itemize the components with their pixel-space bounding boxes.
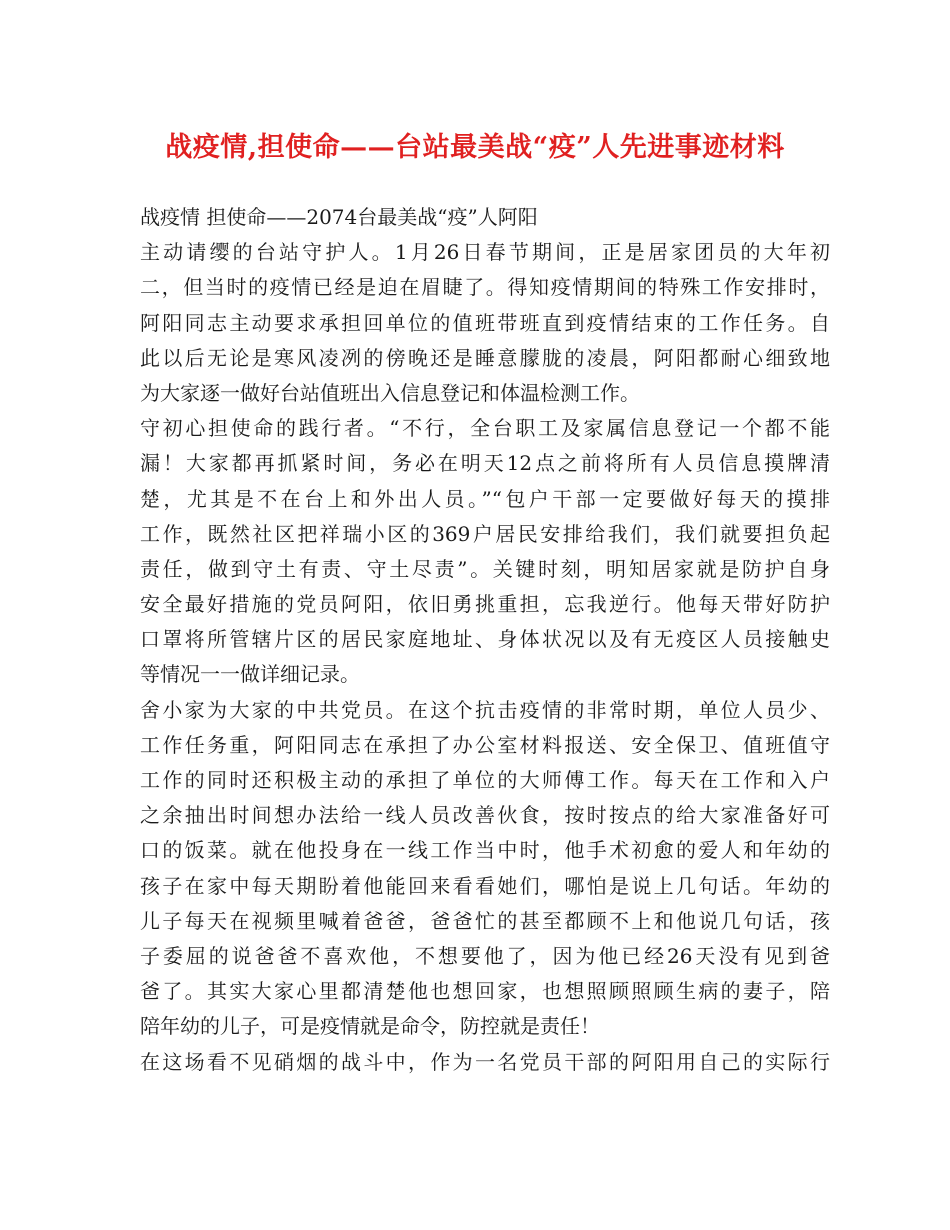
- body-line: 在这场看不见硝烟的战斗中，作为一名党员干部的阿阳用自己的实际行: [140, 1049, 830, 1074]
- body-line: 子委屈的说爸爸不喜欢他，不想要他了，因为他已经26天没有见到爸: [140, 943, 830, 968]
- body-line: 舍小家为大家的中共党员。在这个抗击疫情的非常时期，单位人员少、: [140, 697, 830, 722]
- body-line: 口罩将所管辖片区的居民家庭地址、身体状况以及有无疫区人员接触史: [140, 627, 830, 652]
- body-line: 此以后无论是寒风凌冽的傍晚还是睡意朦胧的凌晨，阿阳都耐心细致地: [140, 345, 830, 370]
- body-line: 工作任务重，阿阳同志在承担了办公室材料报送、安全保卫、值班值守: [140, 732, 830, 757]
- body-line: 安全最好措施的党员阿阳，依旧勇挑重担，忘我逆行。他每天带好防护: [140, 592, 830, 617]
- body-line: 楚，尤其是不在台上和外出人员。”“包户干部一定要做好每天的摸排: [140, 486, 830, 511]
- body-line: 为大家逐一做好台站值班出入信息登记和体温检测工作。: [140, 380, 640, 405]
- document-title: 战疫情,担使命——台站最美战“疫”人先进事迹材料: [165, 132, 785, 163]
- body-line: 主动请缨的台站守护人。1月26日春节期间，正是居家团员的大年初: [140, 240, 830, 265]
- body-line: 守初心担使命的践行者。“不行，全台职工及家属信息登记一个都不能: [140, 416, 830, 441]
- body-line: 等情况一一做详细记录。: [140, 662, 360, 687]
- body-line: 二，但当时的疫情已经是迫在眉睫了。得知疫情期间的特殊工作安排时，: [140, 275, 830, 300]
- subtitle-line: 战疫情 担使命——2074台最美战“疫”人阿阳: [140, 205, 538, 229]
- body-line: 工作的同时还积极主动的承担了单位的大师傅工作。每天在工作和入户: [140, 768, 830, 792]
- body-line: 儿子每天在视频里喊着爸爸，爸爸忙的甚至都顾不上和他说几句话，孩: [140, 908, 830, 933]
- body-line: 工作，既然社区把祥瑞小区的369户居民安排给我们，我们就要担负起: [140, 521, 830, 546]
- body-line: 之余抽出时间想办法给一线人员改善伙食，按时按点的给大家准备好可: [140, 803, 830, 828]
- body-line: 责任，做到守土有责、守土尽责”。关键时刻，明知居家就是防护自身: [140, 556, 830, 581]
- body-line: 陪年幼的儿子，可是疫情就是命令，防控就是责任！: [140, 1014, 600, 1039]
- body-line: 爸了。其实大家心里都清楚他也想回家，也想照顾照顾生病的妻子，陪: [140, 979, 830, 1004]
- body-line: 漏！大家都再抓紧时间，务必在明天12点之前将所有人员信息摸牌清: [140, 451, 830, 476]
- body-line: 孩子在家中每天期盼着他能回来看看她们，哪怕是说上几句话。年幼的: [140, 873, 830, 898]
- body-line: 阿阳同志主动要求承担回单位的值班带班直到疫情结束的工作任务。自: [140, 310, 830, 335]
- document-body: [140, 200, 830, 1080]
- body-line: 口的饭菜。就在他投身在一线工作当中时，他手术初愈的爱人和年幼的: [140, 838, 830, 863]
